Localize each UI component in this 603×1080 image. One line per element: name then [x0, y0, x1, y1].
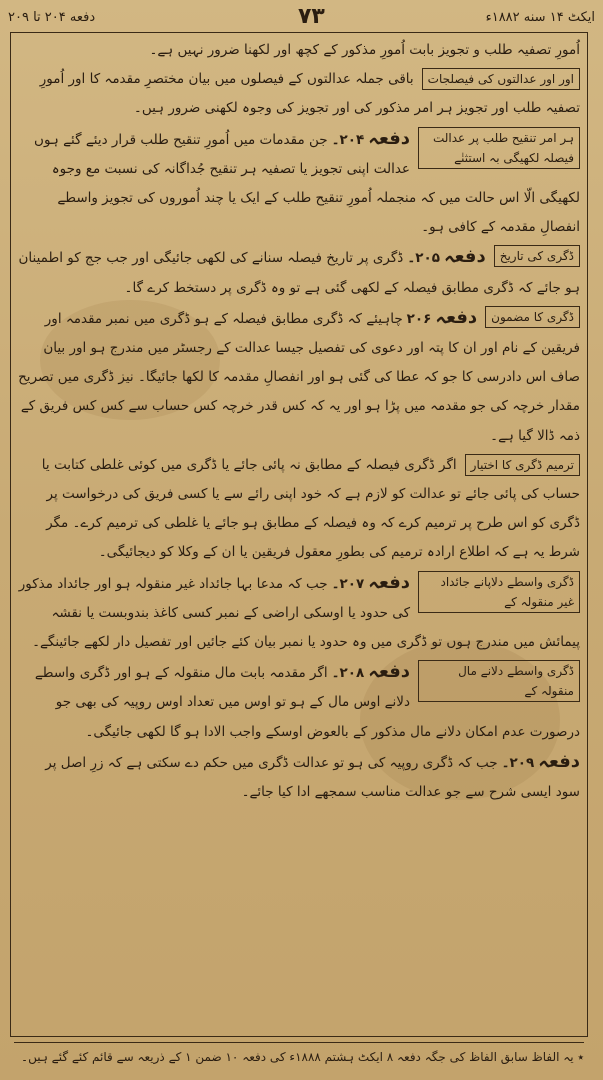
paragraph-text: جب کہ ڈگری روپیہ کی ہو تو عدالت ڈگری میں حکم دے سکتی ہے کہ زرِ اصل پر سود ایسی شرح سے جو عدالت مناسب سمجھے ادا کیا جائے۔ [45, 754, 580, 801]
section-label: دفعہ [368, 661, 410, 683]
paragraph-text: ڈگری پر تاریخ فیصلہ سنانے کی لکھی جائیگی اور جب جج کو اطمینان ہو جائے کہ ڈگری مطابق فیصلہ کے لکھی گئی ہے تو وہ ڈگری پر دستخط کرے گا۔ [18, 250, 580, 296]
paragraph [14, 568, 584, 658]
paragraph-text: چاہیئے کہ ڈگری مطابق فیصلہ کے ہو ڈگری میں نمبر مقدمہ اور فریقین کے نام اور ان کا پتہ اور دعوی کی تفصیل جیسا عدالت کے رجسٹر میں مندرج ہو اور بیان صاف اس دادرسی کا جو کہ عطا کی گئی ہو اور انفصالِ مقدمہ کا لکھا جائیگا۔ نیز ڈگری میں تصریح مقدار خرچہ کی جو مقدمہ میں پڑا ہو اور یہ کہ کس قدر خرچہ کس حساب سے کس کس فریق کے ذمہ ڈالا گیا ہے۔ [18, 310, 580, 444]
paragraph [14, 657, 584, 747]
margin-note: ڈگری کی تاریخ [494, 245, 580, 267]
body-text [14, 36, 584, 807]
section-label: دفعہ [368, 571, 410, 593]
section-number: ۲۰۹۔ [501, 754, 535, 771]
margin-note: ڈگری واسطے دلاپانے جائداد غیر منقولہ کے [418, 571, 580, 613]
paragraph-text: اُمورِ تصفیہ طلب و تجویز بابت اُمورِ مذکور کے کچھ اور لکھنا ضرور نہیں ہے۔ [149, 42, 580, 58]
paragraph-text: جن مقدمات میں اُمورِ تنقیح طلب قرار دیئے گئے ہوں عدالت اپنی تجویز یا تصفیہ ہر تنقیح جُداگانہ کی نسبت مع وجوہ لکھیگی الّا اس حالت میں کہ منجملہ اُمورِ تنقیح طلب کے ایک یا چند اُموروں کی تجویز واسطے انفصالِ مقدمہ کے کافی ہو۔ [34, 131, 580, 236]
paragraph [14, 36, 584, 65]
paragraph-text: اگر مقدمہ بابت مال منقولہ کے ہو اور ڈگری واسطے دلانے اوس مال کے ہو تو اوس میں تعداد اوس روپیہ کی بھی جو درصورت عدم امکان دلانے مال مذکور کے بالعوض اوسکے واجب الادا ہو گا لکھی جائیگی۔ [34, 665, 580, 740]
header-act-title: ایکٹ ۱۴ سنه ۱۸۸۲ء [485, 10, 595, 25]
paragraph [14, 65, 584, 123]
section-label: دفعہ [368, 127, 410, 149]
paragraph [14, 124, 584, 243]
section-number: ۲۰۴۔ [331, 131, 365, 148]
margin-note: اور اور عدالتوں کی فیصلجات [422, 68, 580, 90]
page-number: ۷۳ [298, 4, 325, 29]
paragraph-text: جب کہ مدعا بہا جائداد غیر منقولہ ہو اور جائداد مذکور کی حدود یا اوسکی اراضی کے نمبر کسی کاغذ بندوبست یا نقشہ پیمائش میں مندرج ہوں تو ڈگری میں وہ حدود یا نمبر بیان کئے جائیں اور تفصیل دار لکھے جائینگے۔ [18, 575, 580, 651]
margin-note: ڈگری واسطے دلانے مال منقولہ کے [418, 660, 580, 702]
section-label: دفعہ [443, 246, 486, 268]
paragraph [14, 747, 584, 807]
section-label: دفعہ [435, 306, 478, 328]
section-label: دفعہ [538, 750, 580, 772]
paragraph [14, 242, 584, 302]
margin-note: ڈگری کا مضمون [485, 306, 580, 328]
section-number: ۲۰۵۔ [407, 250, 440, 267]
paragraph [14, 303, 584, 451]
margin-note: ہر امر تنقیح طلب پر عدالت فیصلہ لکھیگی بہ استثنٰے [418, 127, 580, 169]
paragraph-text: اگر ڈگری فیصلہ کے مطابق نہ پائی جائے یا ڈگری میں کوئی غلطی کتابت یا حساب کی پائی جائے تو عدالت کو لازم ہے کہ خود اپنی رائے سے یا کسی فریق کی درخواست پر ڈگری کو اس طرح پر ترمیم کرے کہ وہ فیصلہ کے مطابق ہو جائے یا غلطی کی ترمیم کرے۔ مگر شرط یہ ہے کہ اطلاع ارادہ ترمیم کی بطورِ معقول فریقین یا ان کے وکلا کو دیجائیگی۔ [41, 456, 580, 561]
header-section-range: دفعه ۲۰۴ تا ۲۰۹ [8, 10, 96, 25]
page-header [8, 4, 595, 32]
paragraph [14, 451, 584, 568]
paragraph-text: باقی جملہ عدالتوں کے فیصلوں میں بیان مختصرِ مقدمہ کا اور اُمورِ تصفیہ طلب اور تجویز ہر امر مذکور کی اور تجویز کی وجوہ لکھنی ضرور ہیں۔ [39, 71, 580, 117]
footnote: ٭ یہ الفاظ سابق الفاظ کی جگہ دفعہ ۸ ایکٹ ہشتم ۱۸۸۸ء کی دفعہ ۱۰ ضمن ۱ کے ذریعہ سے قائم کئے گئے ہیں۔ [14, 1042, 584, 1067]
section-number: ۲۰۸۔ [331, 665, 365, 682]
section-number: ۲۰۶ [406, 310, 432, 327]
margin-note: ترمیم ڈگری کا اختیار [465, 454, 580, 476]
section-number: ۲۰۷۔ [331, 575, 365, 592]
